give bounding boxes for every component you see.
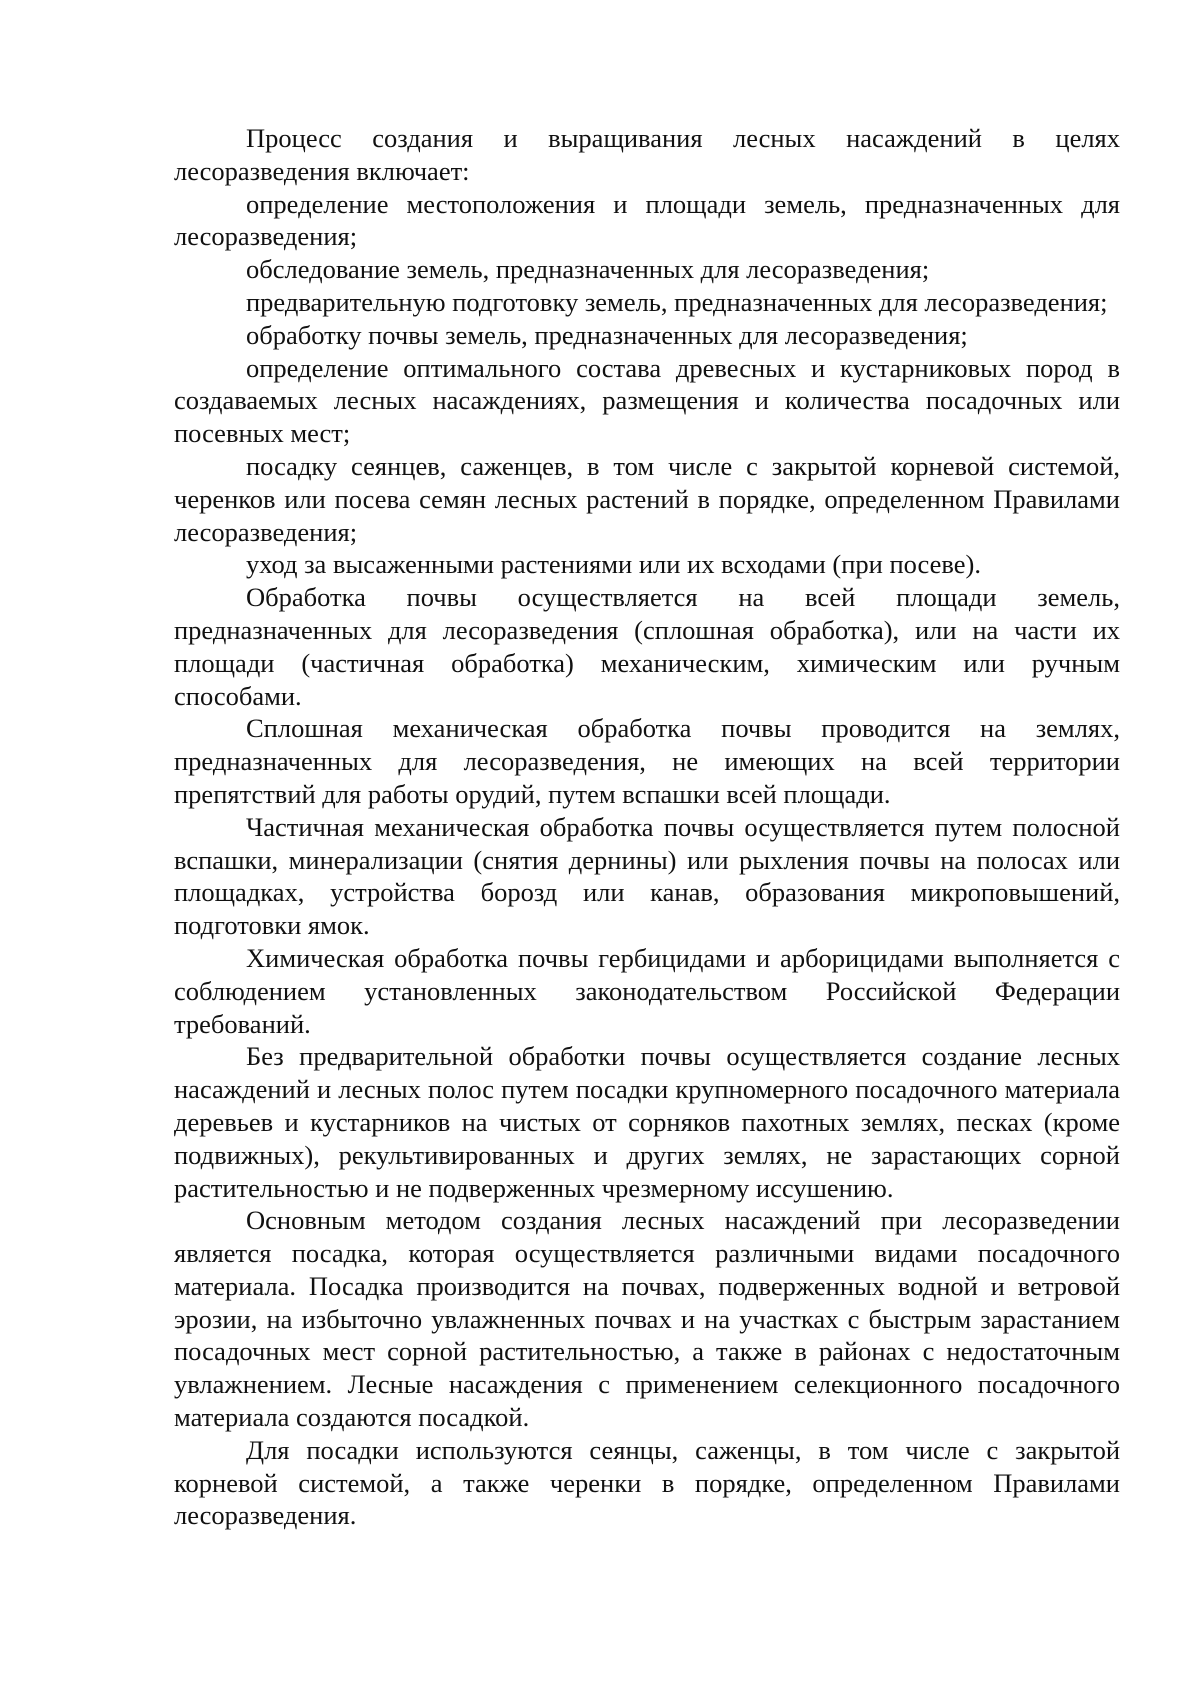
list-item-location: определение местоположения и площади земель, предназначенных для лесоразведения; — [174, 188, 1120, 252]
paragraph-process-intro: Процесс создания и выращивания лесных насаждений в целях лесоразведения включает: — [174, 123, 1120, 186]
list-item-care: уход за высаженными растениями или их всходами (при посеве). — [246, 549, 981, 580]
list-item-soil-treatment: обработку почвы земель, предназначенных для лесоразведения; — [246, 319, 968, 350]
paragraph-no-preliminary-treatment: Без предварительной обработки почвы осуществляется создание лесных насаждений и лесных полос путем посадки крупномерного посадочного материала деревьев и кустарников на чистых от сорняков пахотных землях, песках (кроме подвижных), рекультивированных и других землях, не зарастающих сорной растительностью и не подверженных чрезмерному иссушению. — [174, 1041, 1120, 1203]
document-body — [174, 122, 1120, 1532]
paragraph-soil-treatment: Обработка почвы осуществляется на всей площади земель, предназначенных для лесоразведения (сплошная обработка), или на части их площади (частичная обработка) механическим, химическим или ручным способами. — [174, 582, 1120, 711]
list-item-species-composition: определение оптимального состава древесных и кустарниковых пород в создаваемых лесных насаждениях, размещения и количества посадочных или посевных мест; — [174, 352, 1120, 449]
paragraph-planting-method: Основным методом создания лесных насаждений при лесоразведении является посадка, которая осуществляется различными видами посадочного материала. Посадка производится на почвах, подверженных водной и ветровой эрозии, на избыточно увлажненных почвах и на участках с быстрым зарастанием посадочных мест сорной растительностью, а также в районах с недостаточным увлажнением. Лесные насаждения с применением селекционного посадочного материала создаются посадкой. — [174, 1205, 1120, 1433]
list-item-planting: посадку сеянцев, саженцев, в том числе с закрытой корневой системой, черенков или посева семян лесных растений в порядке, определенном Правилами лесоразведения; — [174, 450, 1120, 547]
list-item-preliminary-preparation: предварительную подготовку земель, предназначенных для лесоразведения; — [246, 286, 1108, 317]
list-item-survey: обследование земель, предназначенных для лесоразведения; — [246, 254, 930, 285]
paragraph-continuous-treatment: Сплошная механическая обработка почвы проводится на землях, предназначенных для лесоразведения, не имеющих на всей территории препятствий для работы орудий, путем вспашки всей площади. — [174, 713, 1120, 809]
paragraph-partial-treatment: Частичная механическая обработка почвы осуществляется путем полосной вспашки, минерализации (снятия дернины) или рыхления почвы на полосах или площадках, устройства борозд или канав, образования микроповышений, подготовки ямок. — [174, 811, 1120, 941]
paragraph-planting-material: Для посадки используются сеянцы, саженцы, в том числе с закрытой корневой системой, а также черенки в порядке, определенном Правилами лесоразведения. — [174, 1434, 1120, 1531]
paragraph-chemical-treatment: Химическая обработка почвы гербицидами и арборицидами выполняется с соблюдением установленных законодательством Российской Федерации требований. — [174, 942, 1120, 1039]
